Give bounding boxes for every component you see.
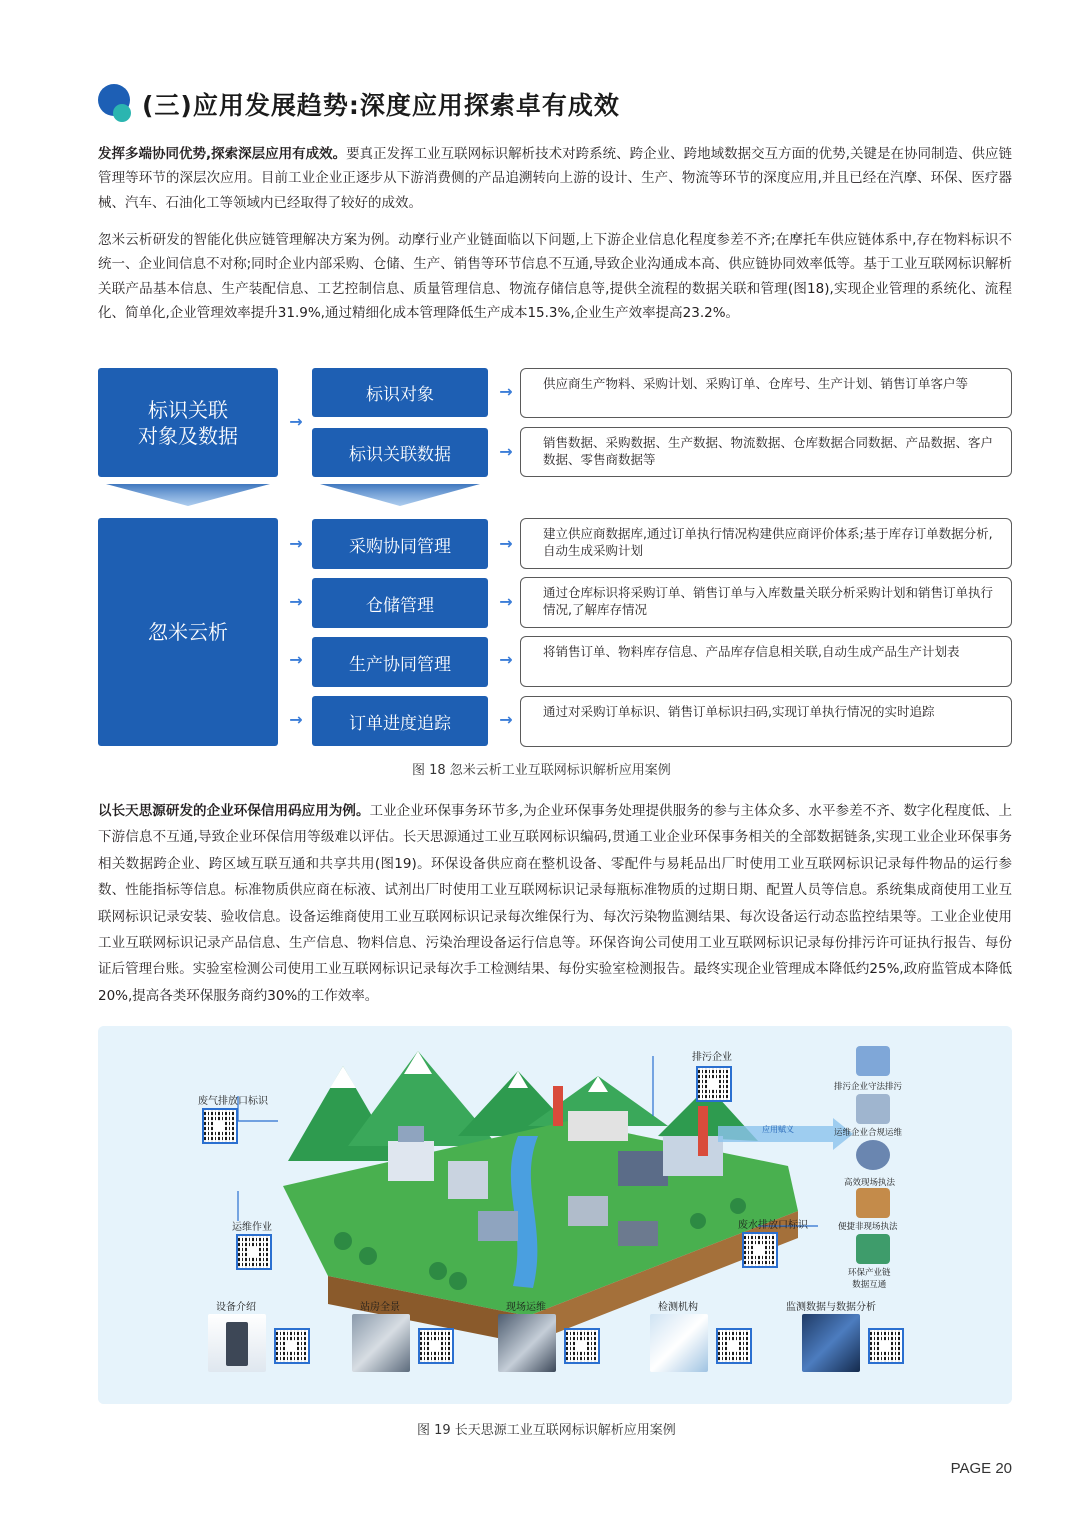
figure-19 [98,1026,1012,1404]
fig18-desc-box: 供应商生产物料、采购计划、采购订单、仓库号、生产计划、销售订单客户等 [520,368,1012,418]
arrow-icon: → [499,710,513,729]
fig18-label-box: 仓储管理 [312,578,488,628]
bottom-label: 监测数据与数据分析 [786,1302,876,1313]
arrow-icon: → [289,412,303,431]
arrow-icon: → [499,534,513,553]
qr-code-icon [696,1066,732,1102]
side-label: 高效现场执法 [844,1178,896,1188]
bottom-label: 设备介绍 [216,1302,256,1313]
enforcement-icon [856,1188,890,1218]
fig18-bottom-main-box: 忽米云析 [98,518,278,746]
fig18-desc-box: 通过对采购订单标识、销售订单标识扫码,实现订单执行情况的实时追踪 [520,696,1012,747]
equipment-photo [208,1314,266,1372]
arrow-icon: → [289,650,303,669]
fig18-desc-box: 将销售订单、物料库存信息、产品库存信息相关联,自动生成产品生产计划表 [520,636,1012,687]
qr-code-icon [418,1328,454,1364]
bottom-label: 站房全景 [360,1302,400,1313]
factory-icon [856,1046,890,1076]
qr-code-icon [274,1328,310,1364]
fig18-label-box: 标识对象 [312,368,488,417]
server-icon [856,1094,890,1124]
paragraph-3 [98,798,1012,1009]
qr-code-icon [202,1108,238,1144]
side-label: 便捷非现场执法 [838,1222,898,1232]
app-meaning-label: 应用赋义 [762,1125,794,1134]
wastewater-label: 废水排放口标识 [738,1220,808,1231]
ops-label: 运维作业 [232,1222,272,1233]
paragraph-1 [98,142,1012,215]
arrow-icon: → [499,650,513,669]
lab-photo [650,1314,708,1372]
fig18-top-main-box: 标识关联 对象及数据 [98,368,278,477]
figure-18 [98,368,1012,748]
maintenance-photo [498,1314,556,1372]
fig18-label-box: 订单进度追踪 [312,696,488,746]
arrow-icon: → [289,534,303,553]
paragraph-3-lead: 以长天思源研发的企业环保信用码应用为例。 [98,803,370,819]
arrow-icon: → [289,710,303,729]
page-number: PAGE 20 [950,1460,1012,1477]
qr-code-icon [716,1328,752,1364]
side-label: 环保产业链 数据互通 [848,1268,891,1290]
arrow-icon: → [499,442,513,461]
qr-code-icon [868,1328,904,1364]
fig18-desc-box: 通过仓库标识将采购订单、销售订单与入库数量关联分析采购计划和销售订单执行情况,了解库存情况 [520,577,1012,628]
side-label: 排污企业守法排污 [834,1082,903,1092]
side-label: 运维企业合规运维 [834,1128,903,1138]
figure-18-caption: 图 18 忽米云析工业互联网标识解析应用案例 [412,763,671,778]
qr-code-icon [742,1232,778,1268]
fig18-label-box: 采购协同管理 [312,519,488,569]
paragraph-1-body: 要真正发挥工业互联网标识解析技术对跨系统、跨企业、跨地域数据交互方面的优势,关键是在协同制造、供应链管理等环节的深层次应用。目前工业企业正逐步从下游消费侧的产品追溯转向上游的设计、生产、物流等环节的深度应用,并且已经在汽摩、环保、医疗器械、汽车、石油化工等领域内已经取得了较好的成效。 [98,146,1012,211]
data-center-photo [802,1314,860,1372]
arrow-icon: → [499,592,513,611]
fig18-label-box: 生产协同管理 [312,637,488,687]
fig18-desc-box: 建立供应商数据库,通过订单执行情况构建供应商评价体系;基于库存订单数据分析,自动生成采购计划 [520,518,1012,569]
figure-19-caption: 图 19 长天思源工业互联网标识解析应用案例 [417,1423,676,1438]
qr-code-icon [236,1234,272,1270]
down-chevron-shapes [98,484,498,512]
polluter-label: 排污企业 [692,1052,732,1063]
paragraph-2: 忽米云析研发的智能化供应链管理解决方案为例。动摩行业产业链面临以下问题,上下游企业信息化程度参差不齐;在摩托车供应链体系中,存在物料标识不统一、企业间信息不对称;同时企业内部采购、仓储、生产、销售等环节信息不互通,导致企业沟通成本高、供应链协同效率低等。基于工业互联网标识解析关联产品基本信息、生产装配信息、工艺控制信息、质量管理信息、物流存储信息等,提供全流程的数据关联和管理(图18),实现企业管理的系统化、流程化、简单化,企业管理效率提升31.9%,通过精细化成本管理降低生产成本15.3%,企业生产效率提高23.2%。 [98,232,1012,322]
paragraph-3-body: 工业企业环保事务环节多,为企业环保事务处理提供服务的参与主体众多、水平参差不齐、数字化程度低、上下游信息不互通,导致企业环保信用等级难以评估。长天思源通过工业互联网标识编码,贯通工业企业环保事务相关的全部数据链条,实现工业企业环保事务相关数据跨企业、跨区域互联互通和共享共用(图19)。环保设备供应商在整机设备、零配件与易耗品出厂时使用工业互联网标识记录每件物品的运行参数、性能指标等信息。标准物质供应商在标液、试剂出厂时使用工业互联网标识记录每瓶标准物质的过期日期、配置人员等信息。系统集成商使用工业互联网标识记录安装、验收信息。设备运维商使用工业互联网标识记录每次维保行为、每次污染物监测结果、每次设备运行动态监控结果等。工业企业使用工业互联网标识记录产品信息、生产信息、物料信息、污染治理设备运行信息等。环保咨询公司使用工业互联网标识记录每份排污许可证执行报告、每份证后管理台账。实验室检测公司使用工业互联网标识记录每次手工检测结果、每份实验室检测报告。最终实现企业管理成本降低约25%,政府监管成本降低20%,提高各类环保服务商约30%的工作效率。 [98,803,1013,1004]
heading-bullet-accent-icon [113,104,131,122]
arrow-icon: → [289,592,303,611]
paragraph-1-lead: 发挥多端协同优势,探索深层应用有成效。 [98,146,347,162]
exhaust-label: 废气排放口标识 [198,1096,268,1107]
qr-code-icon [564,1328,600,1364]
industry-chain-icon [856,1234,890,1264]
officer-icon [856,1140,890,1170]
bottom-label: 检测机构 [658,1302,698,1313]
station-photo [352,1314,410,1372]
fig18-desc-box: 销售数据、采购数据、生产数据、物流数据、仓库数据合同数据、产品数据、客户数据、零售商数据等 [520,427,1012,477]
fig18-label-box: 标识关联数据 [312,428,488,477]
bottom-label: 现场运维 [506,1302,546,1313]
section-heading: (三)应用发展趋势:深度应用探索卓有成效 [142,91,620,120]
arrow-icon: → [499,382,513,401]
